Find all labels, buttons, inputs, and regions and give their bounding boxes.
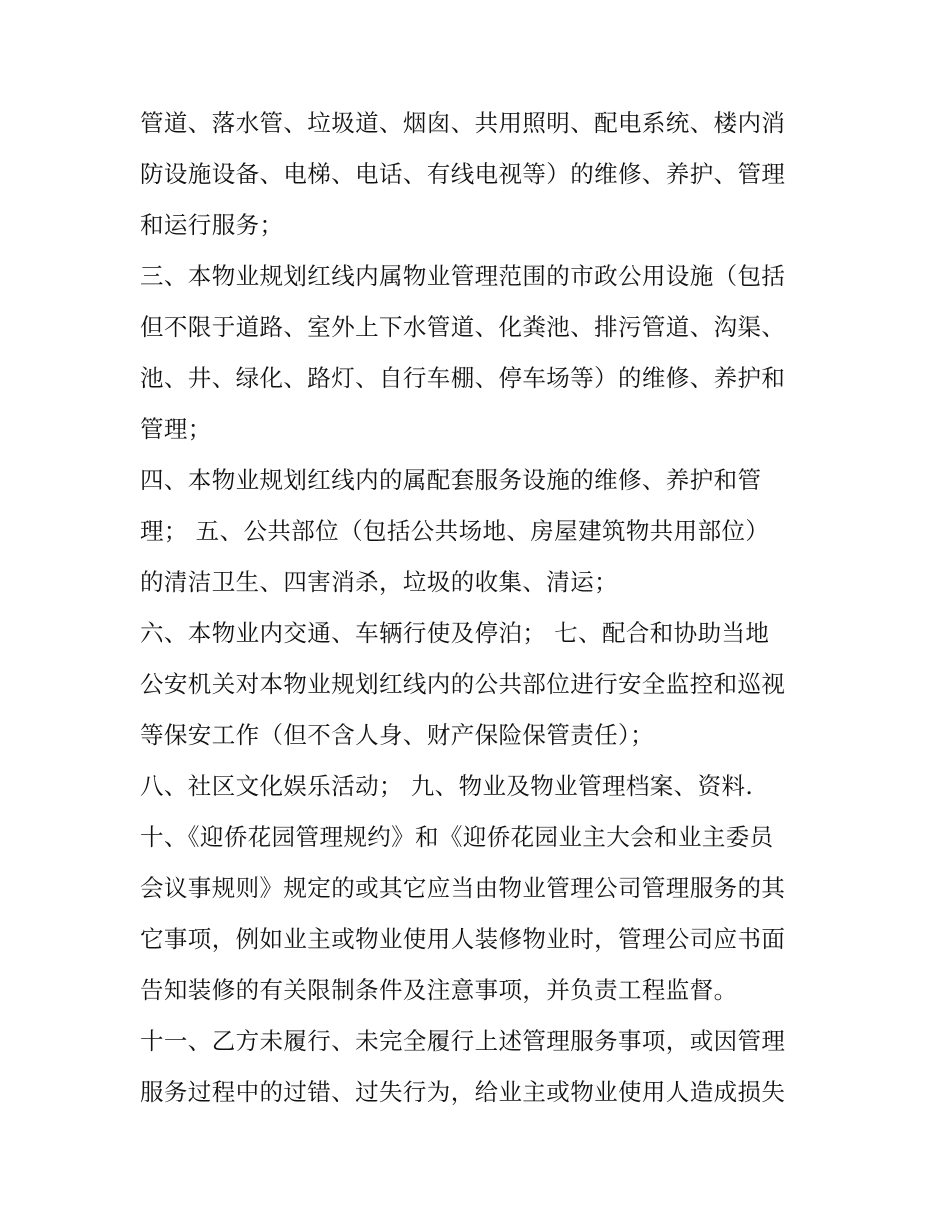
text-line: 的清洁卫生、四害消杀，垃圾的收集、清运； — [140, 568, 618, 596]
text-line: 等保安工作（但不含人身、财产保险保管责任）； — [140, 721, 655, 749]
text-line: 和运行服务； — [140, 211, 284, 239]
text-line: 八、社区文化娱乐活动； 九、物业及物业管理档案、资料. — [140, 772, 754, 800]
text-line: 防设施设备、电梯、电话、有线电视等）的维修、养护、管理 — [140, 160, 786, 188]
text-line: 六、本物业内交通、车辆行使及停泊； 七、配合和协助当地 — [140, 619, 770, 647]
text-line: 服务过程中的过错、过失行为，给业主或物业使用人造成损失 — [140, 1078, 786, 1106]
text-line: 十一、乙方未履行、未完全履行上述管理服务事项，或因管理 — [140, 1027, 786, 1055]
text-line: 会议事规则》规定的或其它应当由物业管理公司管理服务的其 — [140, 874, 786, 902]
text-line: 十、《迎侨花园管理规约》和《迎侨花园业主大会和业主委员 — [140, 823, 774, 851]
text-line: 但不限于道路、室外上下水管道、化粪池、排污管道、沟渠、 — [140, 313, 786, 341]
text-line: 管理； — [140, 415, 212, 443]
document-body — [140, 98, 820, 1118]
text-line: 管道、落水管、垃圾道、烟囱、共用照明、配电系统、楼内消 — [140, 109, 786, 137]
text-line: 池、井、绿化、路灯、自行车棚、停车场等）的维修、养护和 — [140, 364, 786, 392]
text-line: 它事项，例如业主或物业使用人装修物业时，管理公司应书面 — [140, 925, 786, 953]
text-line: 理； 五、公共部位（包括公共场地、房屋建筑物共用部位） — [140, 517, 770, 545]
text-line: 三、本物业规划红线内属物业管理范围的市政公用设施（包括 — [140, 262, 786, 290]
text-line: 公安机关对本物业规划红线内的公共部位进行安全监控和巡视 — [140, 670, 786, 698]
text-line: 告知装修的有关限制条件及注意事项，并负责工程监督。 — [140, 976, 738, 1004]
text-line: 四、本物业规划红线内的属配套服务设施的维修、养护和管 — [140, 466, 762, 494]
